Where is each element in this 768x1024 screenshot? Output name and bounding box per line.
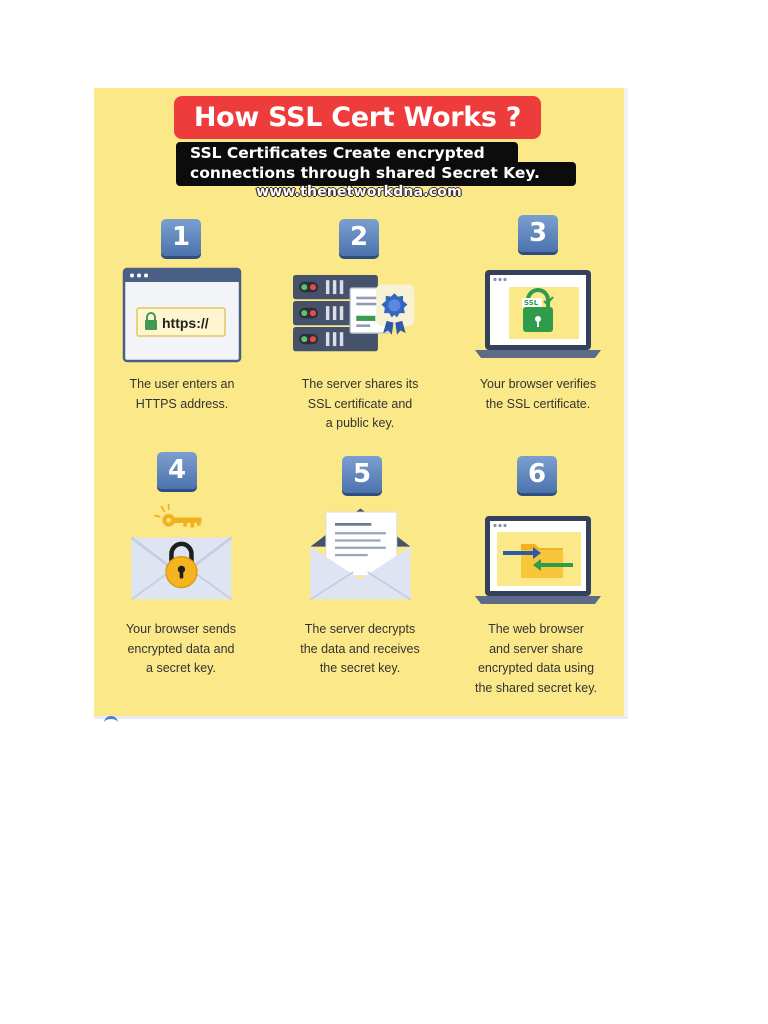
step-3-number: 3	[518, 215, 558, 252]
caption-line: the secret key.	[319, 661, 401, 675]
server-certificate-icon	[293, 264, 423, 364]
infographic-poster	[94, 88, 628, 719]
caption-line: the shared secret key.	[474, 680, 598, 695]
laptop-data-exchange-icon	[473, 510, 603, 610]
caption-line: a public key.	[325, 416, 395, 430]
caption-line: the data and receives	[300, 641, 420, 656]
key-envelope-lock-icon	[121, 503, 251, 603]
caption-line: SSL certificate and	[307, 396, 413, 411]
subtitle-line-1: SSL Certificates Create encrypted	[176, 142, 518, 166]
caption-line: The server shares its	[301, 377, 419, 391]
open-envelope-letter-icon	[300, 503, 430, 603]
caption-line: encrypted data and	[127, 641, 235, 656]
step-1-caption	[97, 375, 267, 414]
subtitle-line-2: connections through shared Secret Key.	[176, 162, 576, 186]
step-5-number: 5	[342, 456, 382, 493]
caption-line: encrypted data using	[477, 661, 595, 675]
caption-line: the SSL certificate.	[485, 396, 591, 411]
step-5-caption	[275, 620, 445, 679]
caption-line: The server decrypts	[304, 622, 416, 636]
caption-line: The web browser	[488, 622, 584, 636]
corner-mark	[104, 716, 118, 724]
caption-line: a secret key.	[146, 661, 216, 675]
step-6-caption	[451, 620, 621, 698]
caption-line: and server share	[489, 641, 583, 656]
step-6-number: 6	[517, 456, 557, 493]
browser-https-icon	[117, 264, 247, 364]
step-2-number: 2	[339, 219, 379, 256]
caption-line: HTTPS address.	[135, 396, 229, 411]
step-2-caption	[275, 375, 445, 434]
caption-line: Your browser sends	[125, 622, 237, 636]
ssl-badge-text: SSL	[524, 299, 539, 307]
step-4-caption	[96, 620, 266, 679]
laptop-ssl-lock-icon	[473, 264, 603, 364]
caption-line: Your browser verifies	[479, 377, 597, 391]
step-3-caption	[453, 375, 623, 414]
step-1-number: 1	[161, 219, 201, 256]
website-label: www.thenetworkdna.com	[256, 184, 462, 200]
step-4-number: 4	[157, 452, 197, 489]
page-title: How SSL Cert Works ?	[174, 96, 541, 139]
https-url-text: https://	[162, 315, 209, 331]
caption-line: The user enters an	[129, 377, 235, 391]
